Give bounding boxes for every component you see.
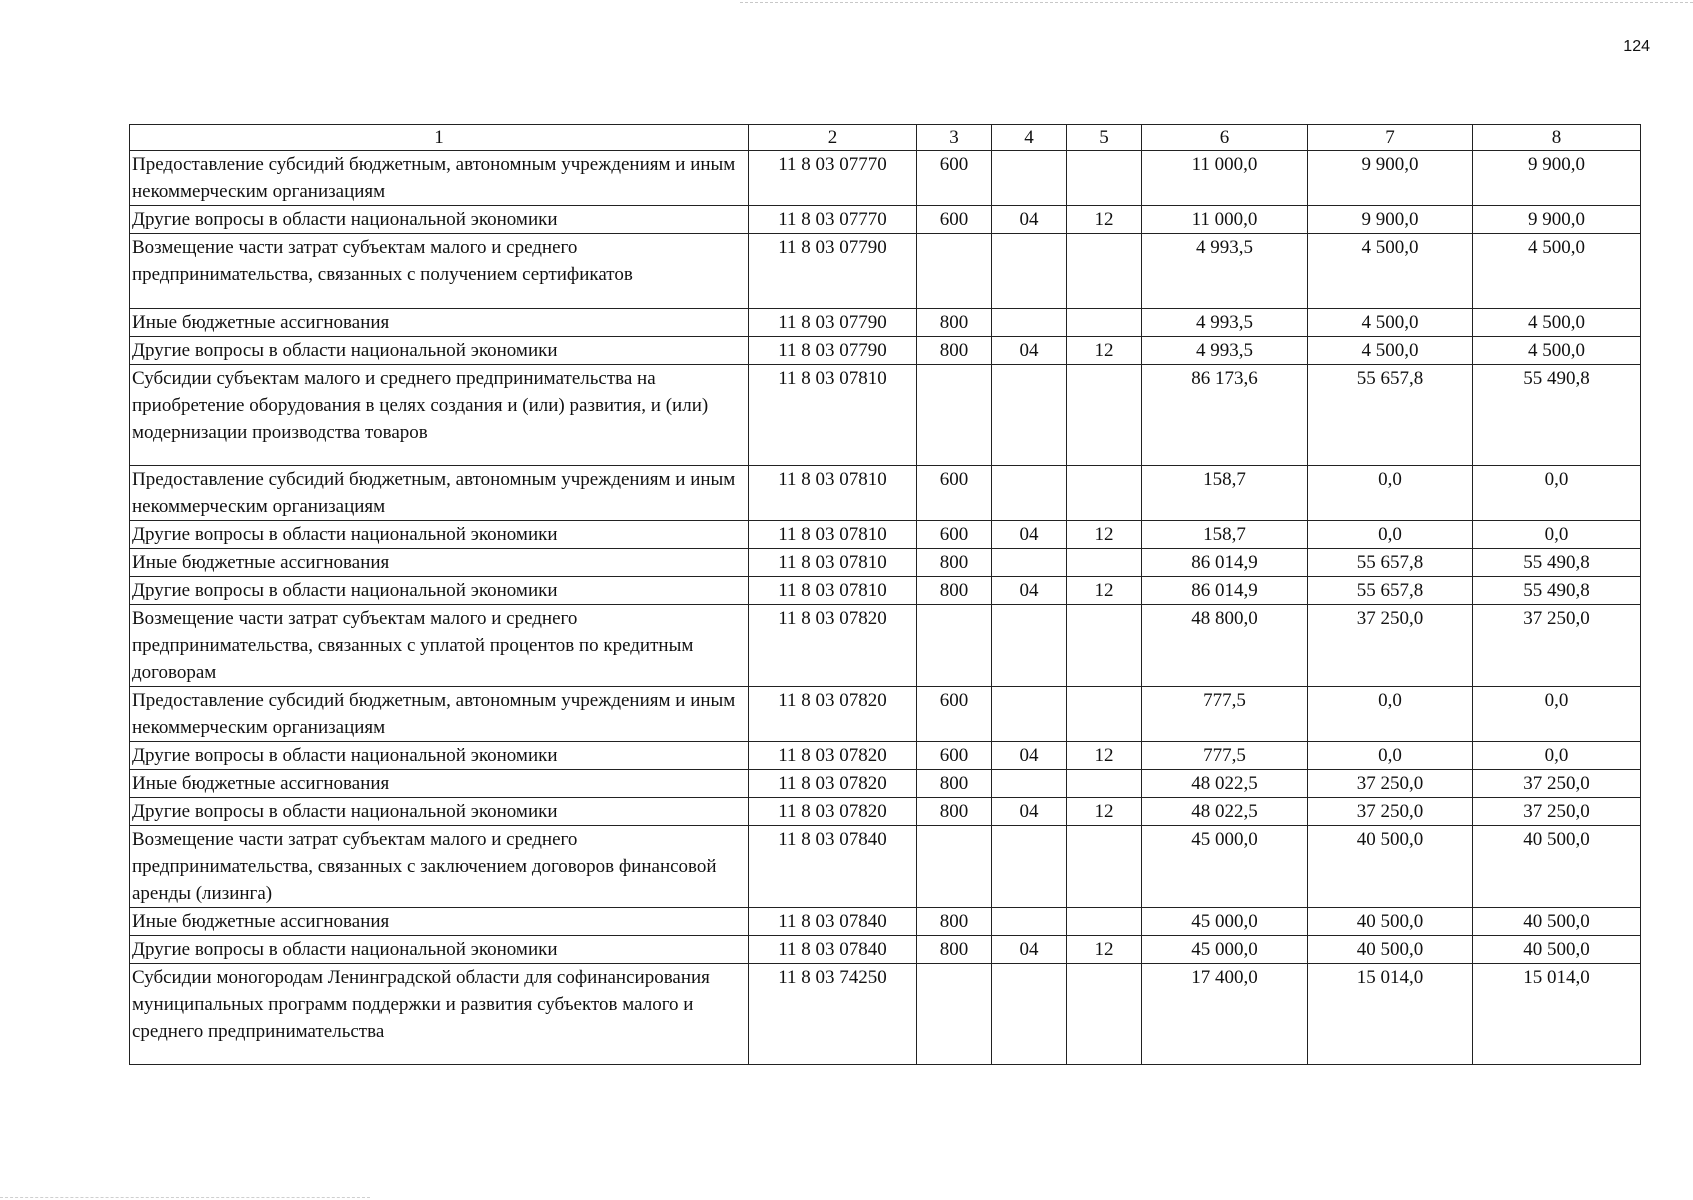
row-name: Другие вопросы в области национальной экономики	[130, 521, 749, 549]
col-header-4: 4	[992, 125, 1067, 151]
row-name: Другие вопросы в области национальной экономики	[130, 206, 749, 234]
row-code: 11 8 03 07770	[749, 206, 917, 234]
row-amount-3: 55 490,8	[1473, 549, 1641, 577]
row-section: 04	[992, 521, 1067, 549]
row-code: 11 8 03 07790	[749, 234, 917, 309]
row-subsection: 12	[1067, 577, 1142, 605]
row-code: 11 8 03 07840	[749, 936, 917, 964]
row-section	[992, 964, 1067, 1065]
row-amount-1: 48 022,5	[1142, 770, 1308, 798]
row-section	[992, 234, 1067, 309]
row-subsection	[1067, 365, 1142, 466]
col-header-6: 6	[1142, 125, 1308, 151]
page-number: 124	[1623, 38, 1650, 55]
row-expense-type: 800	[917, 577, 992, 605]
row-section	[992, 770, 1067, 798]
row-amount-3: 0,0	[1473, 742, 1641, 770]
row-amount-1: 48 800,0	[1142, 605, 1308, 687]
row-amount-1: 45 000,0	[1142, 936, 1308, 964]
row-name: Субсидии субъектам малого и среднего предпринимательства на приобретение оборудования в целях создания и (или) развития, и (или) модернизации производства товаров	[130, 365, 749, 466]
row-name: Предоставление субсидий бюджетным, автономным учреждениям и иным некоммерческим организациям	[130, 687, 749, 742]
table-row	[130, 687, 1641, 742]
row-section: 04	[992, 577, 1067, 605]
row-section	[992, 466, 1067, 521]
row-amount-3: 0,0	[1473, 687, 1641, 742]
row-amount-3: 4 500,0	[1473, 234, 1641, 309]
row-section	[992, 365, 1067, 466]
row-amount-2: 4 500,0	[1308, 234, 1473, 309]
row-amount-1: 777,5	[1142, 742, 1308, 770]
row-amount-2: 4 500,0	[1308, 309, 1473, 337]
row-expense-type	[917, 826, 992, 908]
row-expense-type: 800	[917, 770, 992, 798]
row-code: 11 8 03 07810	[749, 521, 917, 549]
row-amount-3: 9 900,0	[1473, 206, 1641, 234]
row-subsection	[1067, 687, 1142, 742]
row-amount-2: 37 250,0	[1308, 605, 1473, 687]
row-amount-2: 40 500,0	[1308, 826, 1473, 908]
row-code: 11 8 03 07770	[749, 151, 917, 206]
row-name: Предоставление субсидий бюджетным, автономным учреждениям и иным некоммерческим организациям	[130, 151, 749, 206]
row-expense-type	[917, 605, 992, 687]
row-amount-1: 4 993,5	[1142, 337, 1308, 365]
row-subsection	[1067, 466, 1142, 521]
row-code: 11 8 03 07790	[749, 309, 917, 337]
row-expense-type: 600	[917, 521, 992, 549]
row-section	[992, 826, 1067, 908]
row-section: 04	[992, 798, 1067, 826]
table-body	[130, 125, 1641, 1065]
table-row	[130, 365, 1641, 466]
row-subsection	[1067, 309, 1142, 337]
row-section	[992, 605, 1067, 687]
row-expense-type: 800	[917, 798, 992, 826]
row-amount-2: 9 900,0	[1308, 151, 1473, 206]
row-amount-3: 55 490,8	[1473, 365, 1641, 466]
row-name: Другие вопросы в области национальной экономики	[130, 798, 749, 826]
row-expense-type: 800	[917, 337, 992, 365]
col-header-3: 3	[917, 125, 992, 151]
row-code: 11 8 03 07820	[749, 770, 917, 798]
row-code: 11 8 03 07810	[749, 549, 917, 577]
row-expense-type	[917, 234, 992, 309]
row-subsection	[1067, 151, 1142, 206]
row-amount-3: 40 500,0	[1473, 936, 1641, 964]
row-code: 11 8 03 07840	[749, 908, 917, 936]
row-amount-2: 0,0	[1308, 466, 1473, 521]
row-name: Возмещение части затрат субъектам малого и среднего предпринимательства, связанных с уплатой процентов по кредитным договорам	[130, 605, 749, 687]
table-row	[130, 206, 1641, 234]
table-row	[130, 936, 1641, 964]
row-name: Другие вопросы в области национальной экономики	[130, 936, 749, 964]
row-amount-3: 40 500,0	[1473, 908, 1641, 936]
table-row	[130, 151, 1641, 206]
row-amount-3: 37 250,0	[1473, 770, 1641, 798]
row-amount-1: 45 000,0	[1142, 826, 1308, 908]
budget-table	[129, 124, 1641, 1065]
row-amount-2: 0,0	[1308, 521, 1473, 549]
row-subsection	[1067, 549, 1142, 577]
row-name: Иные бюджетные ассигнования	[130, 908, 749, 936]
row-subsection	[1067, 908, 1142, 936]
table-row	[130, 964, 1641, 1065]
row-amount-1: 4 993,5	[1142, 234, 1308, 309]
row-amount-1: 158,7	[1142, 521, 1308, 549]
row-expense-type	[917, 365, 992, 466]
row-amount-1: 777,5	[1142, 687, 1308, 742]
row-amount-2: 55 657,8	[1308, 549, 1473, 577]
column-numbers-row	[130, 125, 1641, 151]
row-amount-3: 15 014,0	[1473, 964, 1641, 1065]
row-amount-3: 0,0	[1473, 466, 1641, 521]
row-subsection	[1067, 964, 1142, 1065]
row-amount-1: 86 173,6	[1142, 365, 1308, 466]
row-section	[992, 309, 1067, 337]
row-expense-type: 600	[917, 151, 992, 206]
row-name: Иные бюджетные ассигнования	[130, 309, 749, 337]
table-row	[130, 908, 1641, 936]
row-code: 11 8 03 07840	[749, 826, 917, 908]
row-section	[992, 151, 1067, 206]
row-expense-type: 600	[917, 206, 992, 234]
table-row	[130, 605, 1641, 687]
table-row	[130, 466, 1641, 521]
table-row	[130, 337, 1641, 365]
row-amount-1: 48 022,5	[1142, 798, 1308, 826]
row-amount-3: 37 250,0	[1473, 605, 1641, 687]
row-name: Другие вопросы в области национальной экономики	[130, 742, 749, 770]
scan-edge-top	[740, 2, 1693, 3]
row-name: Иные бюджетные ассигнования	[130, 770, 749, 798]
row-amount-1: 86 014,9	[1142, 577, 1308, 605]
row-expense-type	[917, 964, 992, 1065]
scan-edge-bottom	[0, 1197, 370, 1198]
row-name: Другие вопросы в области национальной экономики	[130, 337, 749, 365]
row-amount-2: 15 014,0	[1308, 964, 1473, 1065]
row-section: 04	[992, 206, 1067, 234]
row-amount-2: 37 250,0	[1308, 770, 1473, 798]
row-amount-3: 37 250,0	[1473, 798, 1641, 826]
col-header-2: 2	[749, 125, 917, 151]
table-row	[130, 549, 1641, 577]
row-expense-type: 600	[917, 466, 992, 521]
col-header-7: 7	[1308, 125, 1473, 151]
row-amount-3: 9 900,0	[1473, 151, 1641, 206]
row-amount-2: 4 500,0	[1308, 337, 1473, 365]
row-subsection: 12	[1067, 206, 1142, 234]
table-row	[130, 742, 1641, 770]
row-amount-2: 55 657,8	[1308, 365, 1473, 466]
row-amount-3: 4 500,0	[1473, 309, 1641, 337]
row-expense-type: 600	[917, 687, 992, 742]
row-code: 11 8 03 07810	[749, 466, 917, 521]
row-amount-2: 55 657,8	[1308, 577, 1473, 605]
row-amount-3: 4 500,0	[1473, 337, 1641, 365]
row-subsection: 12	[1067, 742, 1142, 770]
row-name: Субсидии моногородам Ленинградской области для софинансирования муниципальных программ поддержки и развития субъектов малого и среднего предпринимательства	[130, 964, 749, 1065]
row-subsection: 12	[1067, 936, 1142, 964]
row-amount-1: 17 400,0	[1142, 964, 1308, 1065]
row-subsection: 12	[1067, 337, 1142, 365]
row-code: 11 8 03 07810	[749, 577, 917, 605]
row-subsection	[1067, 770, 1142, 798]
table-row	[130, 826, 1641, 908]
row-amount-3: 0,0	[1473, 521, 1641, 549]
row-amount-3: 55 490,8	[1473, 577, 1641, 605]
row-amount-2: 0,0	[1308, 687, 1473, 742]
row-expense-type: 800	[917, 549, 992, 577]
row-amount-2: 9 900,0	[1308, 206, 1473, 234]
row-section	[992, 549, 1067, 577]
row-name: Возмещение части затрат субъектам малого и среднего предпринимательства, связанных с получением сертификатов	[130, 234, 749, 309]
row-code: 11 8 03 07820	[749, 605, 917, 687]
row-amount-1: 158,7	[1142, 466, 1308, 521]
row-code: 11 8 03 07820	[749, 687, 917, 742]
row-code: 11 8 03 07810	[749, 365, 917, 466]
table-row	[130, 798, 1641, 826]
row-expense-type: 800	[917, 908, 992, 936]
row-code: 11 8 03 07790	[749, 337, 917, 365]
table-row	[130, 234, 1641, 309]
row-expense-type: 800	[917, 936, 992, 964]
row-amount-2: 40 500,0	[1308, 936, 1473, 964]
row-amount-1: 4 993,5	[1142, 309, 1308, 337]
row-amount-2: 37 250,0	[1308, 798, 1473, 826]
table-row	[130, 521, 1641, 549]
row-amount-1: 45 000,0	[1142, 908, 1308, 936]
row-amount-1: 11 000,0	[1142, 206, 1308, 234]
col-header-5: 5	[1067, 125, 1142, 151]
row-amount-3: 40 500,0	[1473, 826, 1641, 908]
col-header-1: 1	[130, 125, 749, 151]
row-section: 04	[992, 742, 1067, 770]
col-header-8: 8	[1473, 125, 1641, 151]
row-subsection: 12	[1067, 521, 1142, 549]
row-code: 11 8 03 74250	[749, 964, 917, 1065]
row-section	[992, 908, 1067, 936]
row-expense-type: 600	[917, 742, 992, 770]
row-expense-type: 800	[917, 309, 992, 337]
row-code: 11 8 03 07820	[749, 798, 917, 826]
row-name: Другие вопросы в области национальной экономики	[130, 577, 749, 605]
row-section: 04	[992, 936, 1067, 964]
row-amount-2: 40 500,0	[1308, 908, 1473, 936]
row-name: Предоставление субсидий бюджетным, автономным учреждениям и иным некоммерческим организациям	[130, 466, 749, 521]
row-name: Иные бюджетные ассигнования	[130, 549, 749, 577]
row-subsection	[1067, 826, 1142, 908]
row-subsection	[1067, 605, 1142, 687]
table-row	[130, 309, 1641, 337]
table-row	[130, 577, 1641, 605]
table-row	[130, 770, 1641, 798]
row-subsection: 12	[1067, 798, 1142, 826]
row-amount-2: 0,0	[1308, 742, 1473, 770]
row-section: 04	[992, 337, 1067, 365]
row-name: Возмещение части затрат субъектам малого и среднего предпринимательства, связанных с заключением договоров финансовой аренды (лизинга)	[130, 826, 749, 908]
row-section	[992, 687, 1067, 742]
row-code: 11 8 03 07820	[749, 742, 917, 770]
row-subsection	[1067, 234, 1142, 309]
row-amount-1: 11 000,0	[1142, 151, 1308, 206]
row-amount-1: 86 014,9	[1142, 549, 1308, 577]
